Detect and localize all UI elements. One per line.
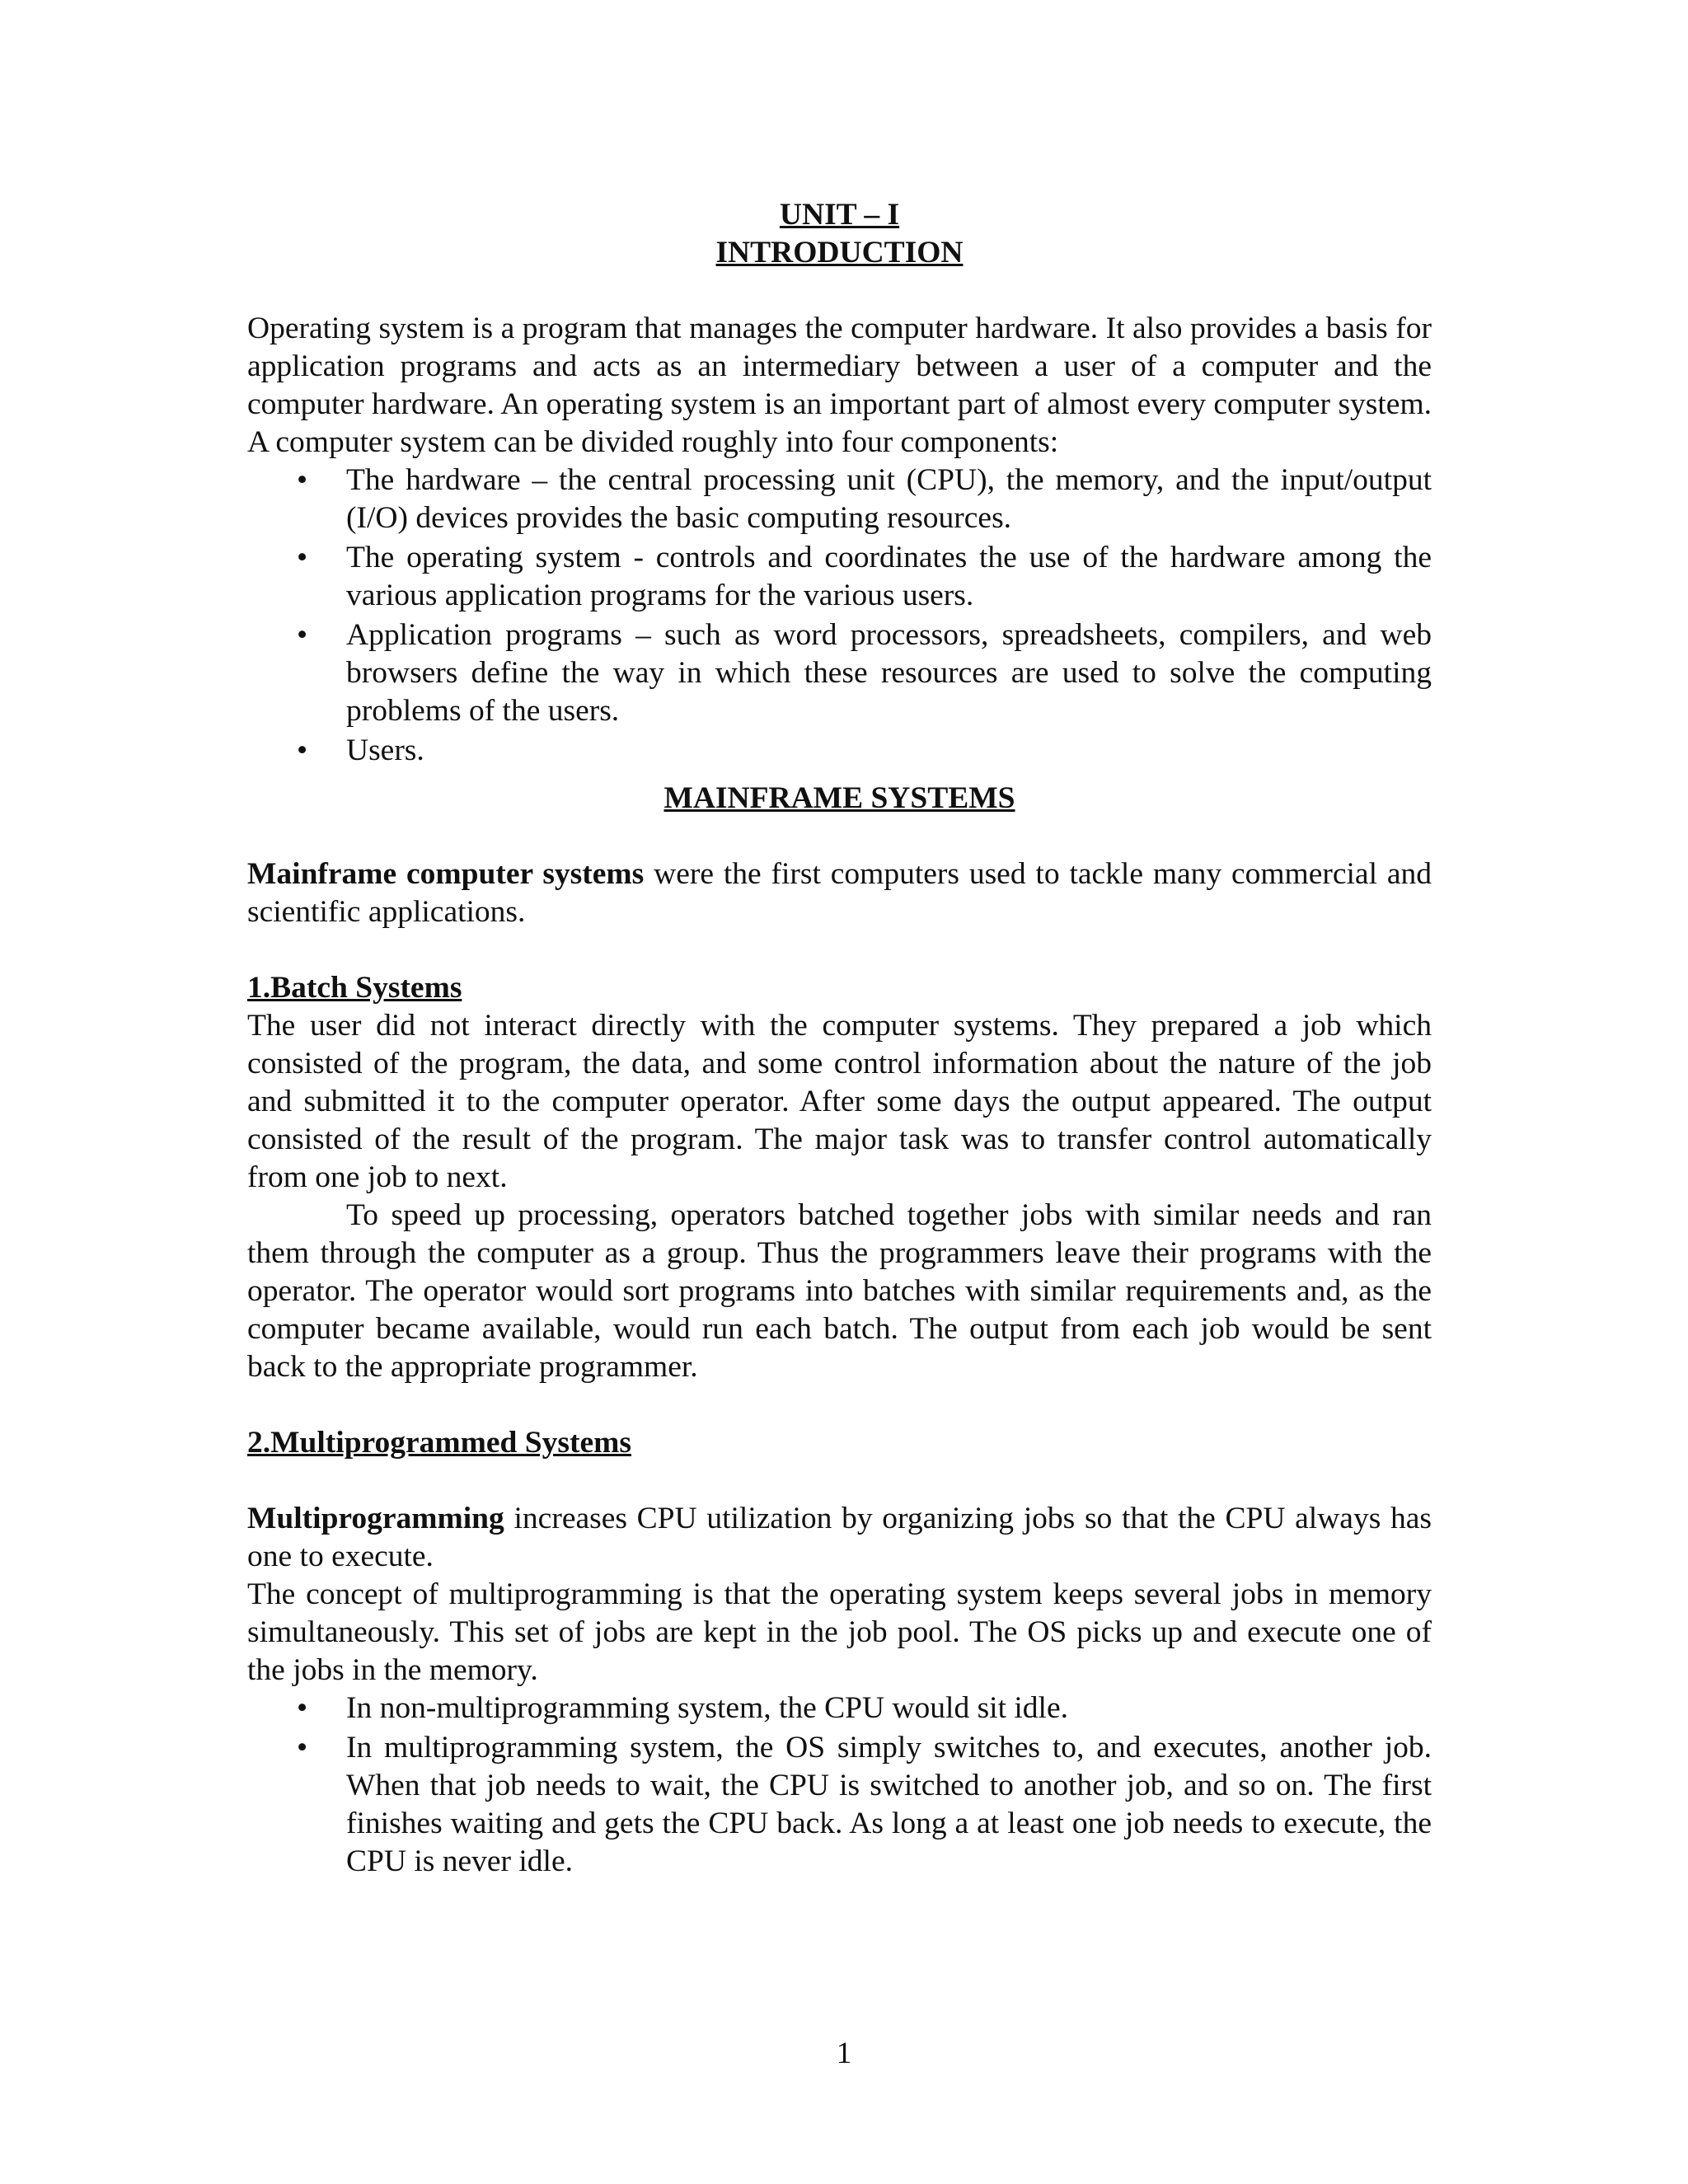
page-number: 1 [836, 2036, 852, 2070]
list-item-text: Users. [346, 733, 424, 767]
list-item-text: The operating system - controls and coordinates the use of the hardware among the various application programs for the various users. [346, 541, 1432, 612]
multiprogrammed-systems-heading: 2.Multiprogrammed Systems [247, 1426, 631, 1460]
intro-paragraph: Operating system is a program that manages the computer hardware. It also provides a basis for application programs and acts as an intermediary between a user of a computer and the computer hardware. An operating system is an important part of almost every computer system. A computer system can be divided roughly into four components: [247, 312, 1432, 459]
bullet-icon: • [297, 1731, 308, 1765]
list-item [247, 1690, 1432, 1727]
list-item-text: In multiprogramming system, the OS simply switches to, and executes, another job. When that job needs to wait, the CPU is switched to another job, and so on. The first finishes waiting and gets the CPU back. As long a at least one job needs to execute, the CPU is never idle. [346, 1731, 1432, 1878]
list-item-text: The hardware – the central processing unit (CPU), the memory, and the input/output (I/O) devices provides the basic computing resources. [346, 463, 1432, 535]
multiprogramming-concept: The concept of multiprogramming is that the operating system keeps several jobs in memory simultaneously. This set of jobs are kept in the job pool. The OS picks up and execute one of the jobs in the memory. [247, 1577, 1432, 1687]
list-item [247, 462, 1432, 537]
list-item [247, 732, 1432, 770]
multiprogramming-list [247, 1690, 1432, 1881]
mainframe-paragraph [247, 855, 1432, 931]
bullet-icon: • [297, 541, 308, 574]
bullet-icon: • [297, 1691, 308, 1725]
list-item [247, 539, 1432, 615]
multiprogramming-description: increases CPU utilization by organizing jobs so that the CPU always has one to execute. [247, 1502, 1432, 1573]
multiprogramming-term: Multiprogramming [247, 1502, 504, 1535]
batch-paragraph-1: The user did not interact directly with the computer systems. They prepared a job which consisted of the program, the data, and some control information about the nature of the job and submitted it to the computer operator. After some days the output appeared. The output consisted of the result of the program. The major task was to transfer control automatically from one job to next. [247, 1009, 1432, 1194]
bullet-icon: • [297, 733, 308, 767]
list-item [247, 1729, 1432, 1881]
batch-paragraph-2: To speed up processing, operators batched together jobs with similar needs and ran them through the computer as a group. Thus the programmers leave their programs with the operator. The operator would sort programs into batches with similar requirements and, as the computer became available, would run each batch. The output from each job would be sent back to the appropriate programmer. [247, 1198, 1432, 1384]
document-page [247, 196, 1432, 1882]
list-item [247, 616, 1432, 730]
batch-systems-heading: 1.Batch Systems [247, 971, 462, 1005]
components-list [247, 462, 1432, 770]
mainframe-term: Mainframe computer systems [247, 857, 645, 891]
bullet-icon: • [297, 463, 308, 497]
unit-title: UNIT – I [779, 198, 900, 232]
multiprogramming-paragraph [247, 1500, 1432, 1576]
bullet-icon: • [297, 618, 308, 652]
list-item-text: In non-multiprogramming system, the CPU would sit idle. [346, 1691, 1068, 1725]
introduction-title: INTRODUCTION [715, 236, 964, 269]
mainframe-description: were the first computers used to tackle many commercial and scientific applications. [247, 857, 1432, 929]
list-item-text: Application programs – such as word processors, spreadsheets, compilers, and web browsers define the way in which these resources are used to solve the computing problems of the users. [346, 618, 1432, 728]
mainframe-title: MAINFRAME SYSTEMS [663, 781, 1015, 815]
